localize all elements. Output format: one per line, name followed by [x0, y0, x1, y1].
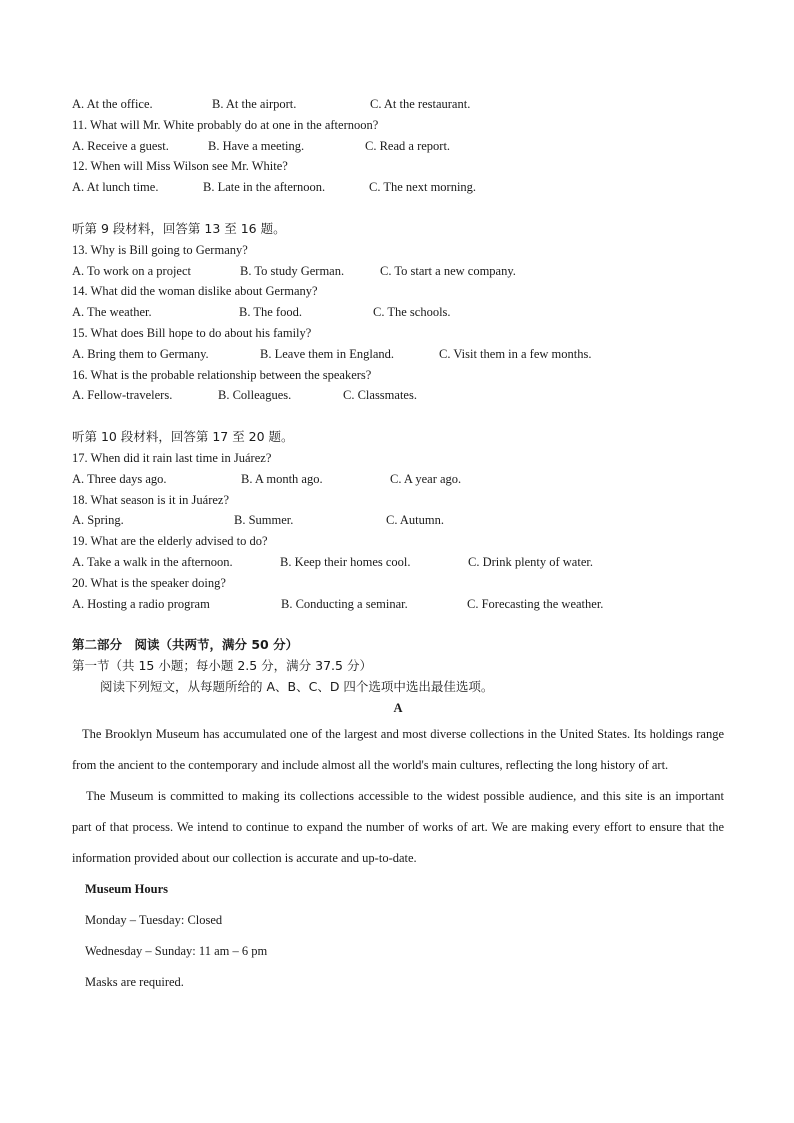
option-b: B. Keep their homes cool.: [280, 554, 411, 569]
option-a: A. At lunch time.: [72, 180, 159, 195]
option-a: A. Bring them to Germany.: [72, 346, 209, 361]
passage-label: A: [393, 700, 403, 715]
section-one-title: 第一节（共 15 小题；每小题 2.5 分，满分 37.5 分）: [72, 658, 372, 674]
option-a: A. Take a walk in the afternoon.: [72, 554, 233, 569]
option-c: C. The next morning.: [369, 180, 477, 195]
option-a: A. Spring.: [72, 513, 124, 528]
option-a: A. At the office.: [72, 97, 153, 111]
option-c: C. At the restaurant.: [370, 97, 471, 111]
option-b: B. Colleagues.: [218, 388, 292, 403]
option-b: B. Leave them in England.: [260, 346, 394, 361]
q14-options: [72, 302, 724, 323]
question-12: 12. When will Miss Wilson see Mr. White?: [72, 159, 288, 174]
question-16: 16. What is the probable relationship between the speakers?: [72, 367, 372, 382]
option-c: C. Read a report.: [365, 138, 451, 153]
option-a: A. Receive a guest.: [72, 138, 169, 153]
reading-instruction: 阅读下列短文，从每题所给的 A、B、C、D 四个选项中选出最佳选项。: [100, 678, 494, 694]
option-a: A. Hosting a radio program: [72, 596, 210, 611]
passage-paragraph-1: The Brooklyn Museum has accumulated one of the largest and most diverse collections in the United States. Its holdings range from the ancient to the contemporary and include almost all the world's main cultures, reflecting the long history of art.: [72, 726, 724, 772]
q15-options: [72, 344, 724, 365]
option-c: C. Classmates.: [343, 388, 417, 403]
option-b: B. At the airport.: [212, 97, 297, 111]
museum-hours-heading: Museum Hours: [85, 881, 168, 896]
q18-options: [72, 510, 724, 531]
option-c: C. Forecasting the weather.: [467, 596, 604, 611]
option-b: B. Late in the afternoon.: [203, 180, 326, 195]
q13-options: [72, 261, 724, 282]
option-c: C. Visit them in a few months.: [439, 346, 592, 361]
q16-options: [72, 385, 724, 406]
exam-page: [72, 94, 724, 998]
masks-notice: Masks are required.: [85, 974, 184, 989]
option-c: C. A year ago.: [390, 471, 462, 486]
option-b: B. A month ago.: [241, 471, 323, 486]
question-11: 11. What will Mr. White probably do at one in the afternoon?: [72, 117, 379, 132]
option-a: A. To work on a project: [72, 263, 192, 278]
option-b: B. Have a meeting.: [208, 138, 305, 153]
option-b: B. Conducting a seminar.: [281, 596, 408, 611]
question-19: 19. What are the elderly advised to do?: [72, 534, 268, 549]
q20-options: [72, 594, 724, 615]
option-a: A. Three days ago.: [72, 471, 167, 486]
q10-options: [72, 94, 724, 115]
q19-options: [72, 552, 724, 573]
option-a: A. The weather.: [72, 305, 152, 320]
question-17: 17. When did it rain last time in Juárez?: [72, 450, 272, 465]
option-c: C. Drink plenty of water.: [468, 554, 593, 569]
option-c: C. To start a new company.: [380, 263, 516, 278]
passage-paragraph-2: The Museum is committed to making its collections accessible to the widest possible audience, and this site is an important part of that process. We intend to continue to expand the number of works of art. We are making every effort to ensure that the information provided about our collection is accurate and up-to-date.: [72, 788, 724, 865]
question-15: 15. What does Bill hope to do about his family?: [72, 325, 312, 340]
section-10-heading: 听第 10 段材料，回答第 17 至 20 题。: [72, 429, 294, 445]
section-9-heading: 听第 9 段材料，回答第 13 至 16 题。: [72, 220, 286, 236]
question-20: 20. What is the speaker doing?: [72, 575, 226, 590]
part-two-title: 第二部分 阅读（共两节，满分 50 分）: [72, 637, 299, 653]
option-b: B. To study German.: [240, 263, 345, 278]
q17-options: [72, 469, 724, 490]
question-14: 14. What did the woman dislike about Germany?: [72, 284, 318, 299]
option-c: C. Autumn.: [386, 513, 444, 528]
q12-options: [72, 177, 724, 198]
question-13: 13. Why is Bill going to Germany?: [72, 242, 248, 257]
question-18: 18. What season is it in Juárez?: [72, 492, 230, 507]
option-b: B. Summer.: [234, 513, 294, 528]
option-c: C. The schools.: [373, 305, 451, 320]
q11-options: [72, 136, 724, 157]
option-b: B. The food.: [239, 305, 302, 320]
museum-hours-closed: Monday – Tuesday: Closed: [85, 912, 223, 927]
museum-hours-open: Wednesday – Sunday: 11 am – 6 pm: [85, 943, 268, 958]
option-a: A. Fellow-travelers.: [72, 388, 173, 403]
